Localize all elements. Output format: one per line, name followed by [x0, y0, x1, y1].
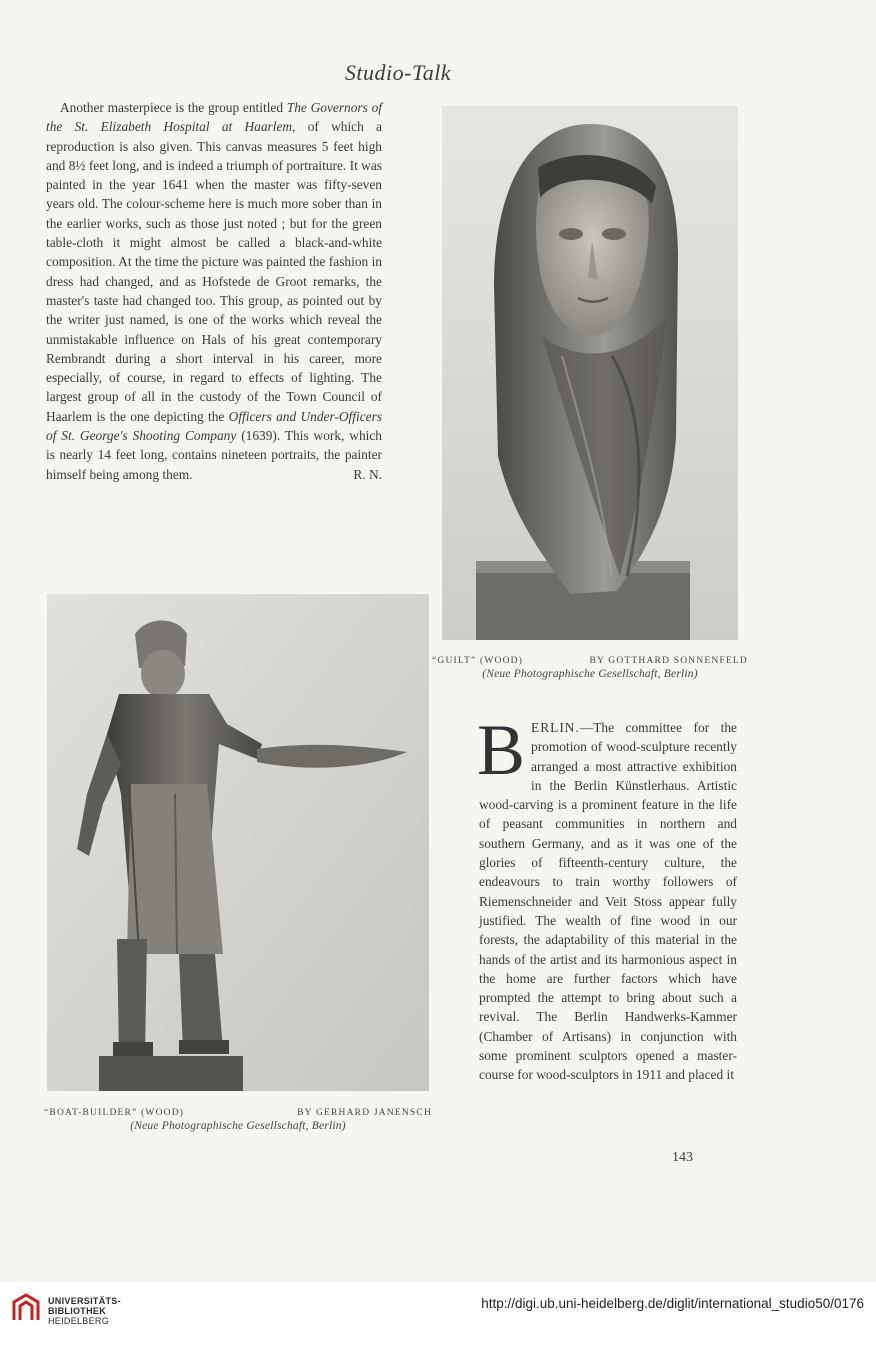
left-article [46, 98, 382, 484]
guilt-sculpture-illustration [442, 106, 738, 640]
boat-builder-caption-artist: BY GERHARD JANENSCH [297, 1108, 432, 1118]
text-run: Another masterpiece is the group entitled [60, 100, 287, 115]
library-name [48, 1296, 121, 1326]
text-run: feet long, and is indeed a triumph of portraiture. It was painted in the year 1641 when the master was fifty-seven years old. The colour-scheme here is much more sober than in the earlier works, such as those just noted ; but for the green table-cloth it might almost be called a black-and-white composition. At the time the picture was painted the fashion in dress had changed, and as Hofstede de Groot remarks, the master's taste had changed too. This group, as pointed out by the writer just named, is one of the works which reveal the unmistakable influence on Hals of his great contemporary Rembrandt during a short interval in his career, more especially, of course, in regard to effects of lighting. The largest group of all in the custody of the Town Council of Haarlem is the one depicting the [46, 157, 382, 424]
author-signature: R. N. [353, 466, 382, 482]
right-article-text: —The committee for the promotion of wood-sculpture recently arranged a most attractive exhibition in the Berlin Künstlerhaus. Artistic wood-carving is a prominent feature in the life of peasant communities in northern and southern Germany, and as it was one of the glories of fifteenth-century culture, the endeavours to train worthy followers of Riemenschneider and Veit Stoss appear fully justified. The wealth of fine wood in our forests, the adaptability of this material in the hands of the artist and its harmonious aspect in the home are further factors which have prompted the attempt to bring about such a revival. The Berlin Handwerks-Kammer (Chamber of Artisans) in conjunction with some prominent sculptors opened a master-course for wood-sculptors in 1911 and placed it [479, 720, 737, 1083]
painting-title-officers: Officers and Under-Officers of St. George's Shooting Company [46, 408, 383, 444]
painting-title-governors: The Governors of the St. Elizabeth Hospital at Haarlem [46, 100, 382, 135]
digitization-footer [0, 1282, 876, 1345]
guilt-sculpture-photo [442, 106, 738, 640]
page-number: 143 [672, 1150, 693, 1165]
university-library-logo-icon [10, 1292, 42, 1324]
left-article-paragraph [46, 98, 382, 484]
library-name-line1: UNIVERSITÄTS- [48, 1296, 121, 1306]
right-article-paragraph [477, 710, 737, 1085]
guilt-caption [432, 656, 748, 680]
text-run: , of which a reproduction is also given. This canvas measures 5 feet high and 8 [46, 119, 383, 173]
guilt-caption-artist: BY GOTTHARD SONNENFELD [589, 656, 748, 666]
source-url-link[interactable]: http://digi.ub.uni-heidelberg.de/diglit/international_studio50/0176 [481, 1296, 864, 1311]
drop-cap: B [477, 710, 526, 790]
right-article [477, 710, 737, 1085]
boat-builder-caption-credit: (Neue Photographische Gesellschaft, Berlin) [130, 1120, 346, 1132]
library-name-line2: BIBLIOTHEK [48, 1306, 106, 1316]
boat-builder-sculpture-photo [47, 594, 429, 1091]
boat-builder-sculpture-illustration [47, 594, 429, 1091]
opening-word: ERLIN. [531, 720, 580, 735]
running-head: Studio-Talk [344, 60, 452, 85]
boat-builder-caption-title: “BOAT-BUILDER” (WOOD) [44, 1108, 185, 1118]
guilt-caption-title: “GUILT” (WOOD) [432, 656, 524, 666]
guilt-caption-credit: (Neue Photographische Gesellschaft, Berlin) [482, 668, 698, 680]
boat-builder-caption [44, 1108, 432, 1132]
fraction-half: ½ [75, 157, 86, 173]
library-name-line3: HEIDELBERG [48, 1316, 110, 1326]
text-run: (1639). This work, which is nearly 14 feet long, contains nineteen portraits, the painter himself being among them. [46, 428, 382, 482]
